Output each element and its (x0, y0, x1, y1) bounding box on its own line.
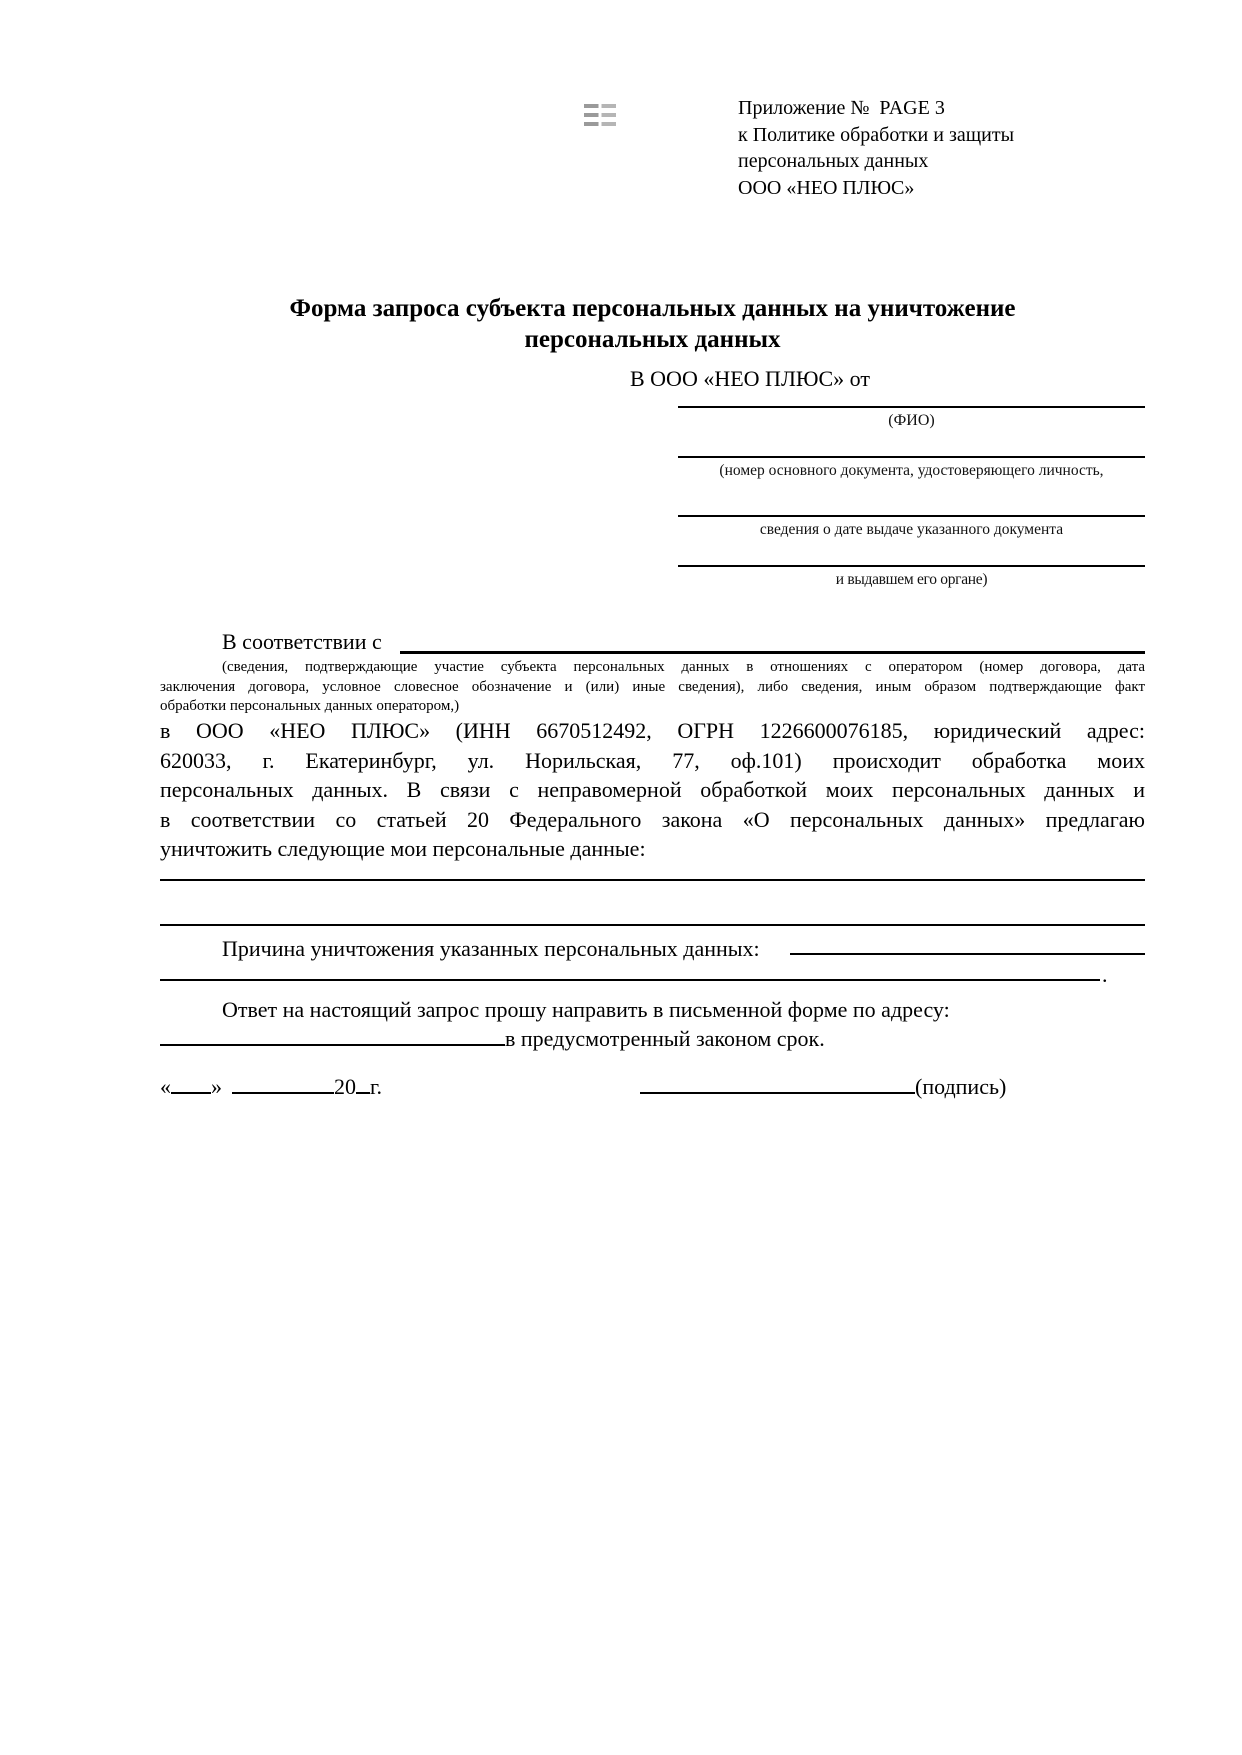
issuing-authority-caption: и выдавшем его органе) (835, 571, 988, 588)
body-line: персональных данных. В связи с неправомерной обработкой моих персональных данных и (160, 777, 1145, 803)
body-line: 620033, г. Екатеринбург, ул. Норильская, 77, оф.101) происходит обработка моих (160, 747, 1145, 773)
footnote-line: (сведения, подтверждающие участие субъекта персональных данных в отношениях с оператором (номер договора, дата (222, 659, 1145, 675)
signature-row (640, 1070, 1006, 1100)
accordance-lead: В соответствии с (222, 629, 382, 654)
data-to-destroy-blank-line-1[interactable] (160, 879, 1145, 881)
reason-period: . (1102, 962, 1108, 987)
appendix-line: Приложение № PAGE 3 (738, 97, 945, 119)
reason-blank-line-2[interactable] (160, 979, 1100, 981)
response-address-blank-line[interactable] (160, 1044, 505, 1046)
day-blank[interactable] (171, 1070, 211, 1094)
fio-blank-line[interactable] (678, 406, 1145, 408)
reason-blank-line[interactable] (790, 953, 1145, 955)
date-quote-close: » (211, 1074, 222, 1099)
body-line: в ООО «НЕО ПЛЮС» (ИНН 6670512492, ОГРН 1226600076185, юридический адрес: (160, 718, 1145, 743)
body-line: в соответствии со статьей 20 Федерального закона «О персональных данных» предлагаю (160, 806, 1145, 832)
response-request-line: Ответ на настоящий запрос прошу направить в письменной форме по адресу: (222, 997, 950, 1022)
issue-date-caption: сведения о дате выдаче указанного документа (759, 521, 1064, 538)
date-quote-open: « (160, 1074, 171, 1099)
title-line-1: Форма запроса субъекта персональных данных на уничтожение (289, 295, 1016, 322)
accordance-blank-line[interactable] (400, 631, 1145, 654)
issuing-authority-blank-line[interactable] (678, 565, 1145, 567)
document-title (160, 293, 1145, 355)
appendix-header (738, 95, 1014, 201)
reason-label: Причина уничтожения указанных персональных данных: (222, 936, 760, 961)
document-number-caption: (номер основного документа, удостоверяющего личность, (719, 462, 1104, 479)
month-blank[interactable] (232, 1070, 334, 1094)
body-line: уничтожить следующие мои персональные данные: (160, 836, 646, 862)
appendix-line: персональных данных (738, 150, 929, 172)
appendix-line: ООО «НЕО ПЛЮС» (738, 176, 915, 199)
appendix-line: к Политике обработки и защиты (738, 123, 1015, 146)
footnote-line: заключения договора, условное словесное обозначение и (или) иные сведения), либо сведения, иным образом подтверждающие факт (160, 678, 1145, 695)
addressee-line: В ООО «НЕО ПЛЮС» от (630, 366, 870, 391)
response-suffix: в предусмотренный законом срок. (505, 1026, 825, 1051)
fio-caption: (ФИО) (888, 412, 935, 429)
body-paragraph (160, 716, 1145, 864)
field-code-icon (584, 104, 616, 126)
footnote-line: обработки персональных данных оператором,) (160, 698, 460, 714)
year-blank[interactable] (356, 1070, 370, 1094)
title-line-2: персональных данных (524, 326, 781, 353)
data-to-destroy-blank-line-2[interactable] (160, 924, 1145, 926)
year-suffix: г. (370, 1074, 383, 1099)
issue-date-blank-line[interactable] (678, 515, 1145, 517)
signature-caption: (подпись) (915, 1074, 1007, 1099)
accordance-footnote (160, 658, 1145, 717)
document-number-blank-line[interactable] (678, 456, 1145, 458)
date-row (160, 1070, 382, 1100)
year-prefix: 20 (334, 1074, 356, 1099)
signature-blank[interactable] (640, 1070, 915, 1094)
